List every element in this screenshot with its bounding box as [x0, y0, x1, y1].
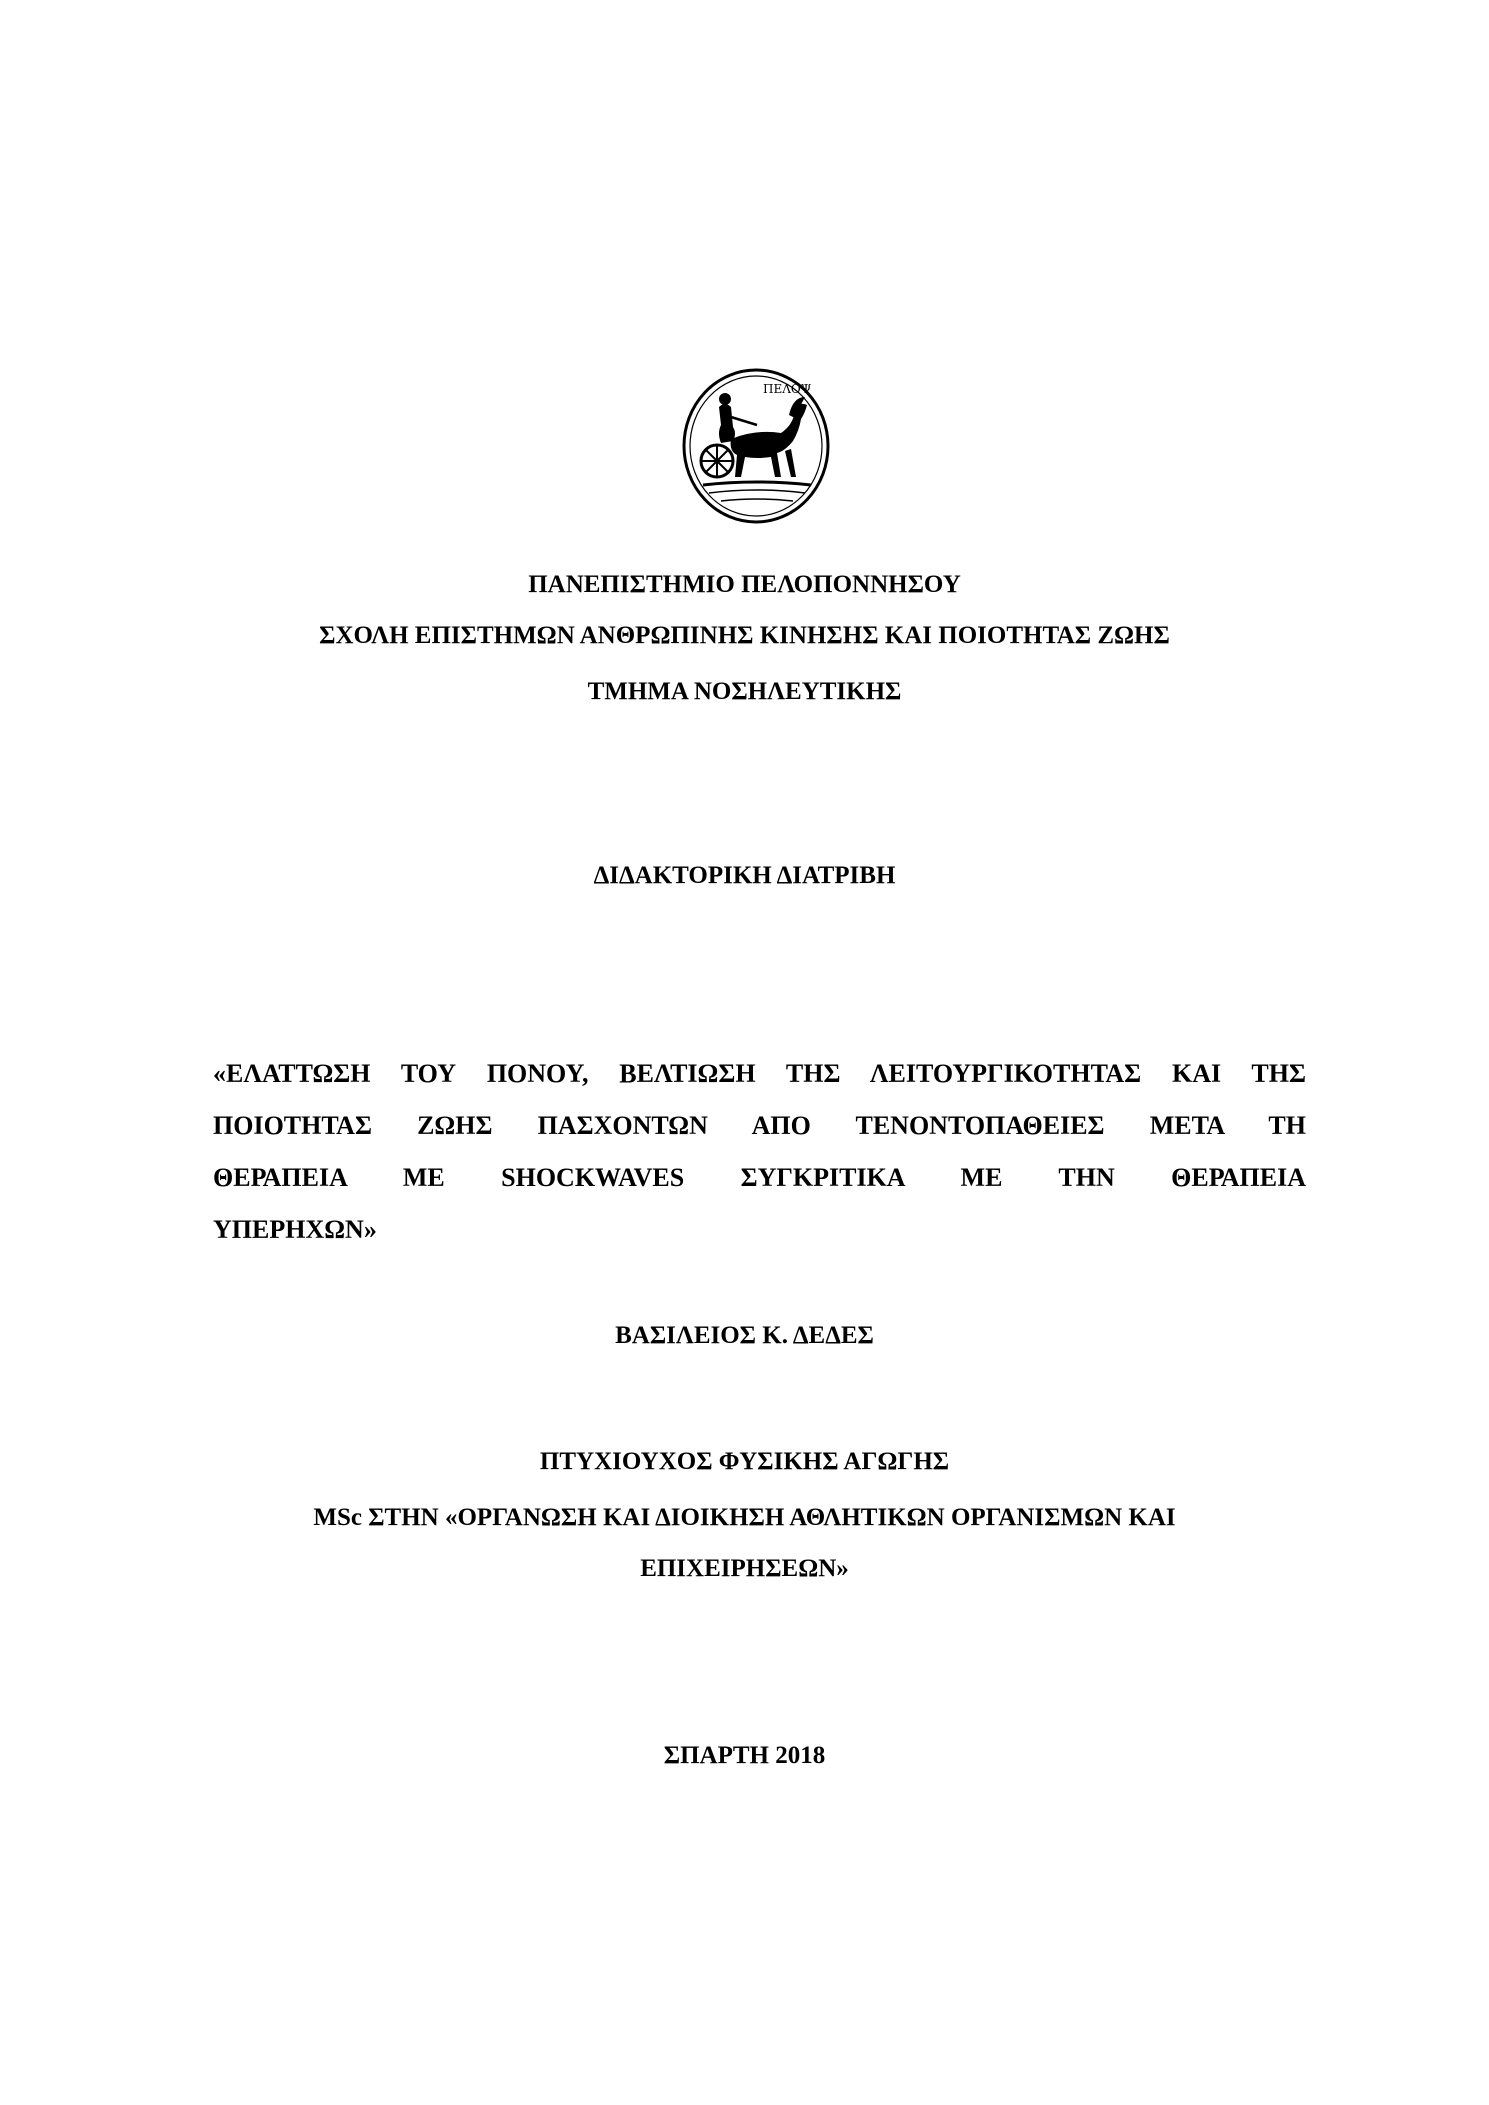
university-seal-chariot-icon — [681, 367, 831, 524]
author-degree: ΠΤΥΧΙΟΥΧΟΣ ΦΥΣΙΚΗΣ ΑΓΩΓΗΣ — [539, 1448, 950, 1475]
thesis-title-line-4: ΥΠΕΡΗΧΩΝ» — [213, 1215, 377, 1244]
author-name: ΒΑΣΙΛΕΙΟΣ Κ. ΔΕΔΕΣ — [615, 1322, 874, 1349]
author-msc-line-1: MSc ΣΤΗΝ «ΟΡΓΑΝΩΣΗ ΚΑΙ ΔΙΟΙΚΗΣΗ ΑΘΛΗΤΙΚΩΝ ΟΡΓΑΝΙΣΜΩΝ ΚΑΙ — [313, 1504, 1176, 1531]
thesis-title — [213, 1048, 1306, 1256]
school-name: ΣΧΟΛΗ ΕΠΙΣΤΗΜΩΝ ΑΝΘΡΩΠΙΝΗΣ ΚΙΝΗΣΗΣ ΚΑΙ ΠΟΙΟΤΗΤΑΣ ΖΩΗΣ — [319, 622, 1170, 649]
thesis-title-line-2: ΠΟΙΟΤΗΤΑΣ ΖΩΗΣ ΠΑΣΧΟΝΤΩΝ ΑΠΟ ΤΕΝΟΝΤΟΠΑΘΕΙΕΣ ΜΕΤΑ ΤΗ — [213, 1111, 1306, 1140]
department-name: ΤΜΗΜΑ ΝΟΣΗΛΕΥΤΙΚΗΣ — [587, 678, 902, 705]
author-msc-line-2: ΕΠΙΧΕΙΡΗΣΕΩΝ» — [640, 1555, 849, 1582]
document-type: ΔΙΔΑΚΤΟΡΙΚΗ ΔΙΑΤΡΙΒΗ — [593, 862, 896, 889]
seal-inscription: ΠΕΛΟΨ — [763, 382, 812, 396]
thesis-title-line-3: ΘΕΡΑΠΕΙΑ ΜΕ SHOCKWAVES ΣΥΓΚΡΙΤΙΚΑ ΜΕ ΤΗΝ ΘΕΡΑΠΕΙΑ — [213, 1163, 1306, 1192]
place-year: ΣΠΑΡΤΗ 2018 — [663, 1742, 826, 1769]
thesis-title-line-1: «ΕΛΑΤΤΩΣΗ ΤΟΥ ΠΟΝΟΥ, ΒΕΛΤΙΩΣΗ ΤΗΣ ΛΕΙΤΟΥΡΓΙΚΟΤΗΤΑΣ ΚΑΙ ΤΗΣ — [213, 1059, 1306, 1088]
university-name: ΠΑΝΕΠΙΣΤΗΜΙΟ ΠΕΛΟΠΟΝΝΗΣΟΥ — [528, 571, 961, 598]
